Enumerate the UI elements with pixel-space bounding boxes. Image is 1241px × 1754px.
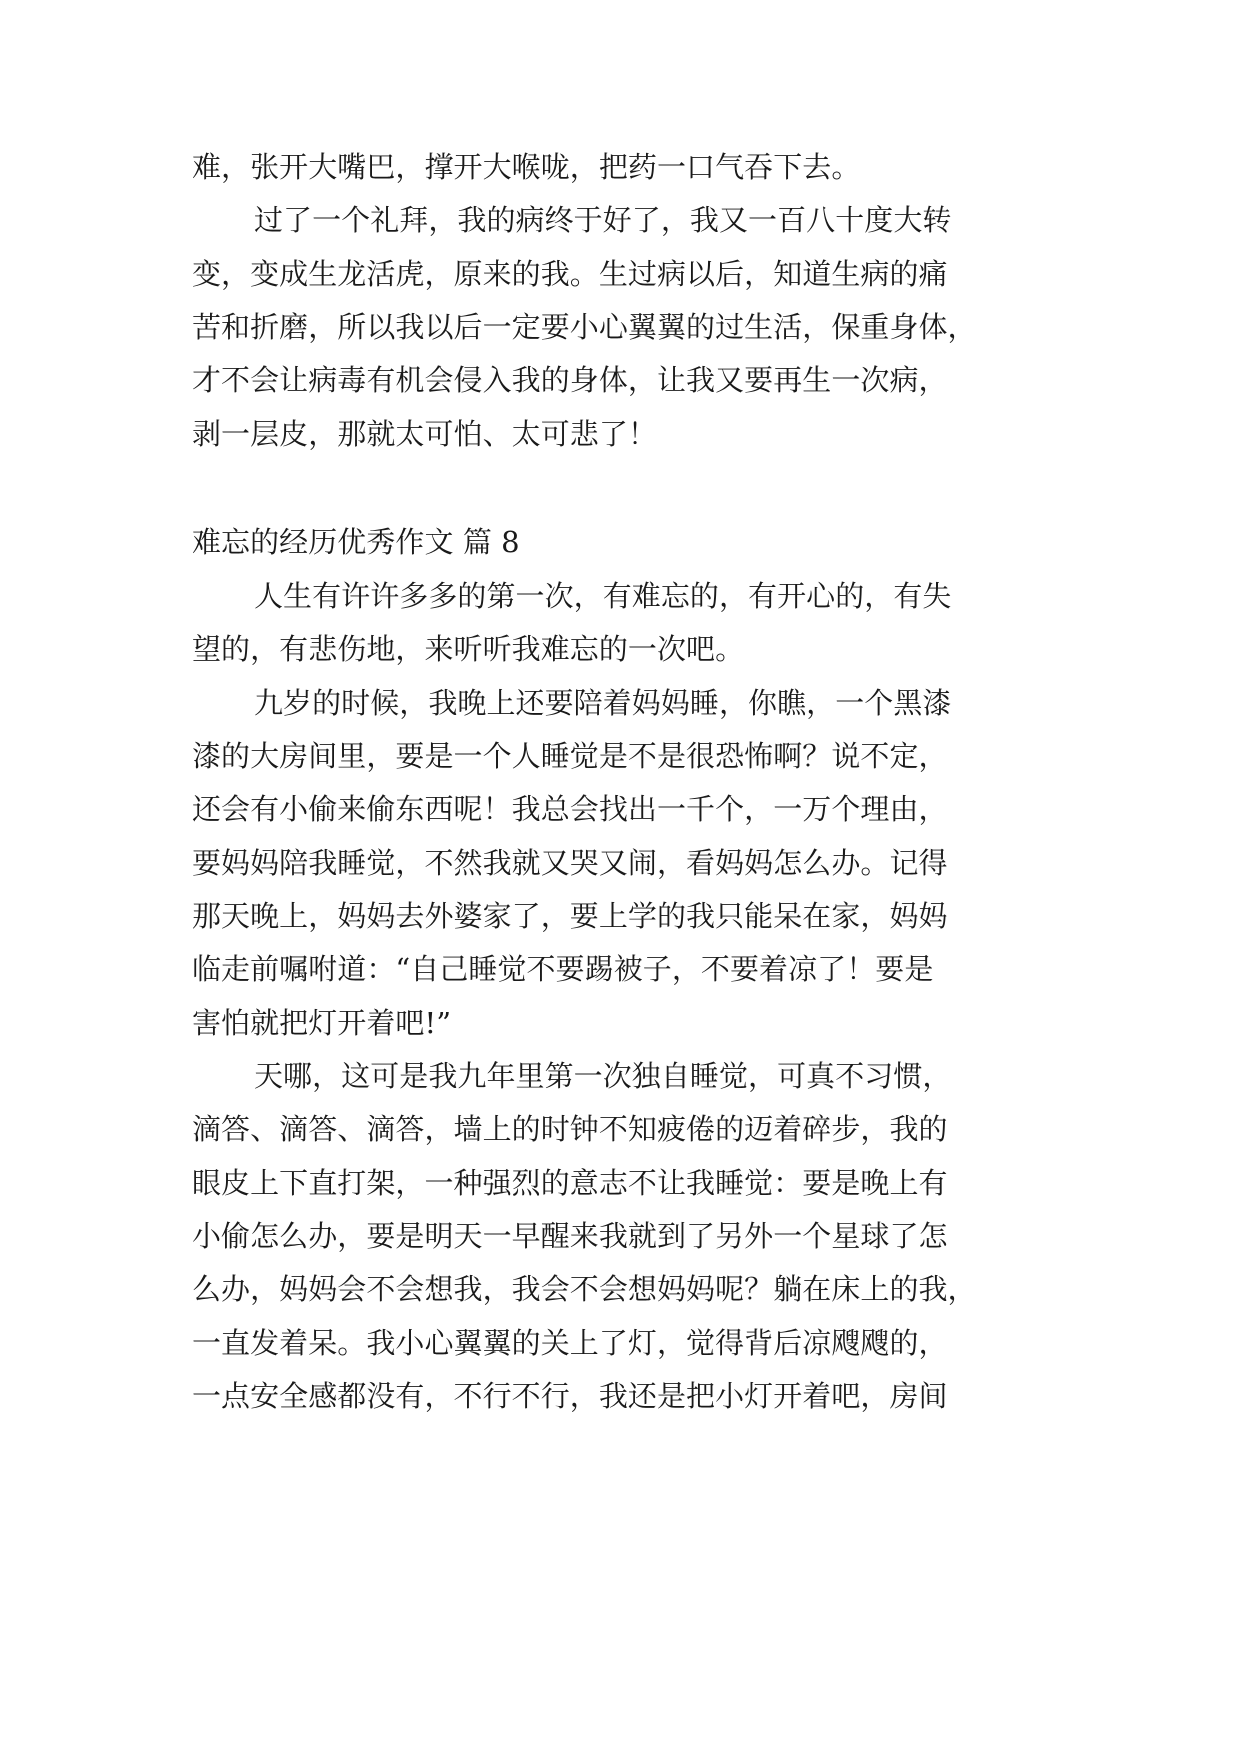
paragraph-line: 望的，有悲伤地，来听听我难忘的一次吧。 (192, 632, 745, 666)
paragraph-line: 漆的大房间里，要是一个人睡觉是不是很恐怖啊？说不定， (192, 739, 948, 773)
paragraph-line: 害怕就把灯开着吧!” (192, 1006, 452, 1040)
paragraph-line: 临走前嘱咐道：“自己睡觉不要踢被子，不要着凉了！要是 (192, 952, 934, 986)
paragraph-line: 一直发着呆。我小心翼翼的关上了灯，觉得背后凉飕飕的， (192, 1326, 948, 1360)
paragraph-line: 那天晚上，妈妈去外婆家了，要上学的我只能呆在家，妈妈 (192, 899, 948, 933)
paragraph-line: 眼皮上下直打架，一种强烈的意志不让我睡觉：要是晚上有 (192, 1166, 948, 1200)
paragraph-line: 才不会让病毒有机会侵入我的身体，让我又要再生一次病， (192, 363, 948, 397)
paragraph-line: 小偷怎么办，要是明天一早醒来我就到了另外一个星球了怎 (192, 1219, 948, 1253)
paragraph-line: 九岁的时候，我晚上还要陪着妈妈睡，你瞧，一个黑漆 (254, 686, 952, 720)
paragraph-line: 滴答、滴答、滴答，墙上的时钟不知疲倦的迈着碎步，我的 (192, 1112, 948, 1146)
paragraph-line: 一点安全感都没有，不行不行，我还是把小灯开着吧，房间 (192, 1379, 948, 1413)
paragraph-line: 么办，妈妈会不会想我，我会不会想妈妈呢？躺在床上的我， (192, 1272, 977, 1306)
paragraph-line: 苦和折磨，所以我以后一定要小心翼翼的过生活，保重身体， (192, 310, 977, 344)
paragraph-line: 要妈妈陪我睡觉，不然我就又哭又闹，看妈妈怎么办。记得 (192, 846, 948, 880)
essay-heading: 难忘的经历优秀作文 篇 8 (192, 525, 520, 559)
paragraph-line: 过了一个礼拜，我的病终于好了，我又一百八十度大转 (254, 203, 952, 237)
paragraph-line: 剥一层皮，那就太可怕、太可悲了！ (192, 417, 657, 451)
paragraph-line: 还会有小偷来偷东西呢！我总会找出一千个，一万个理由， (192, 792, 948, 826)
paragraph-line: 人生有许许多多的第一次，有难忘的，有开心的，有失 (254, 579, 952, 613)
paragraph-line: 难，张开大嘴巴，撑开大喉咙，把药一口气吞下去。 (192, 150, 861, 184)
paragraph-line: 变，变成生龙活虎，原来的我。生过病以后，知道生病的痛 (192, 257, 948, 291)
paragraph-line: 天哪，这可是我九年里第一次独自睡觉，可真不习惯， (254, 1059, 952, 1093)
